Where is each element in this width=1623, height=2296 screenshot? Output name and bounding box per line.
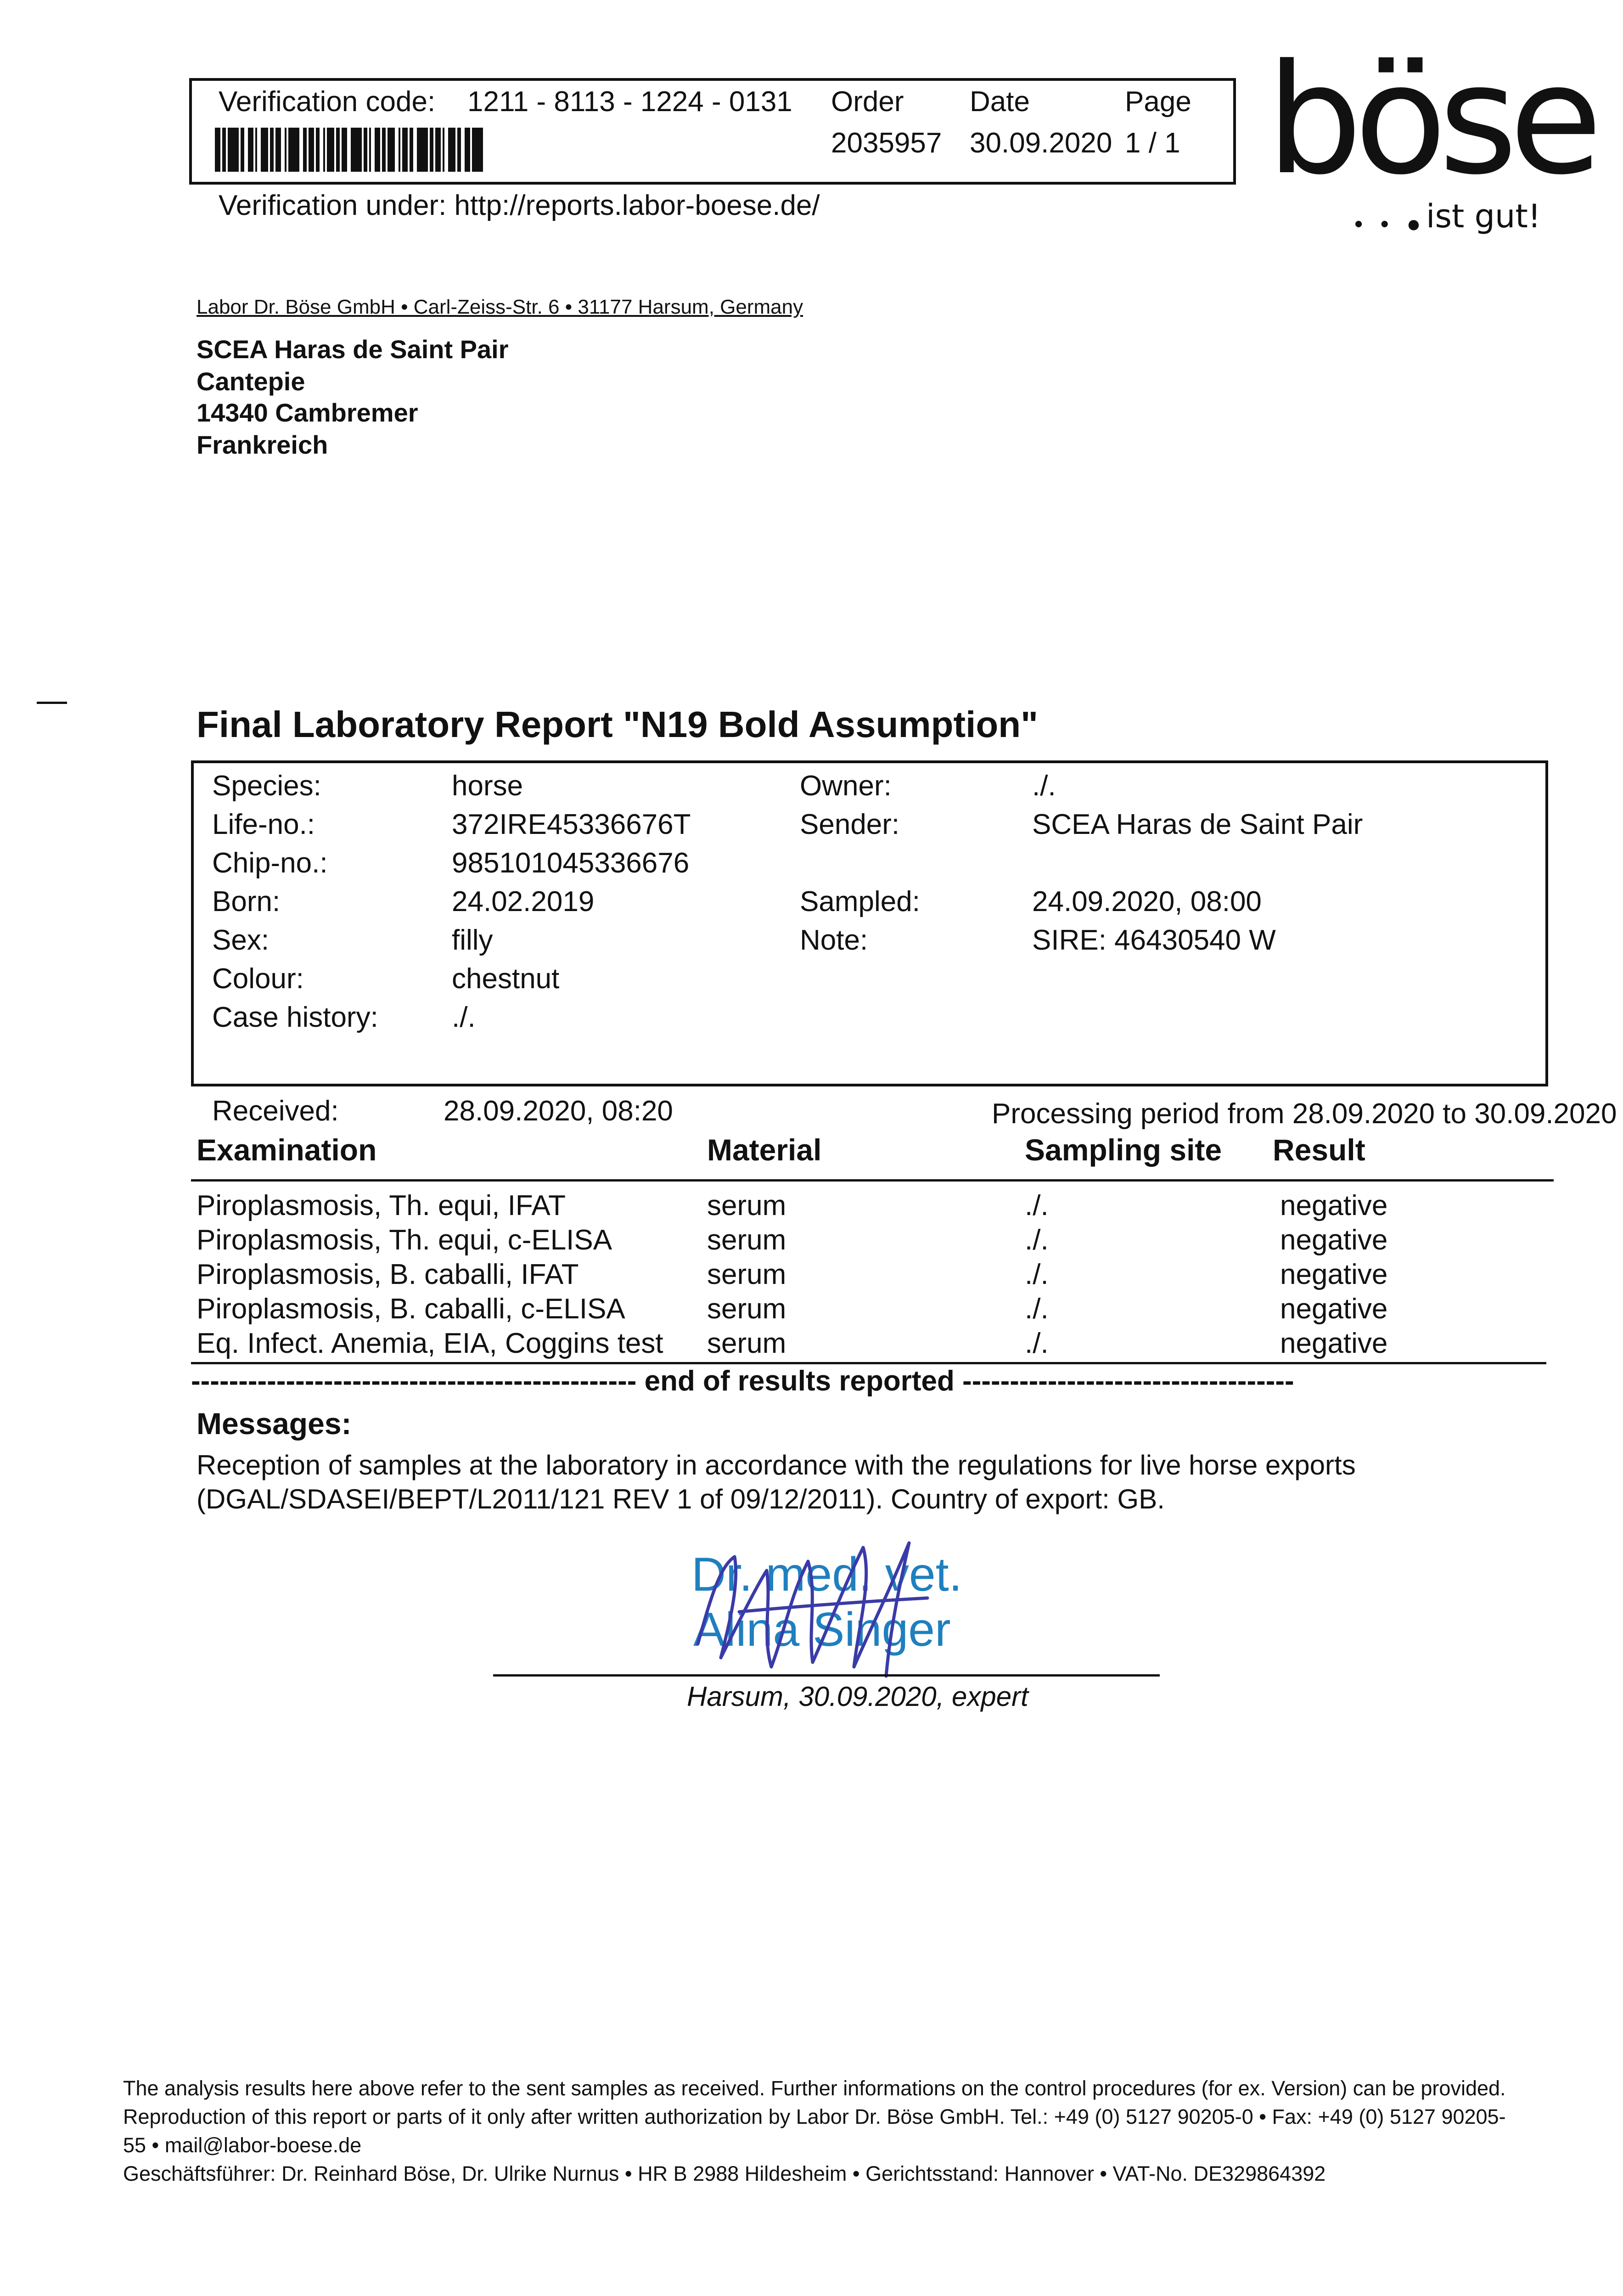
recipient-name: SCEA Haras de Saint Pair (197, 335, 509, 364)
signature-stamp-name: Alina Singer (693, 1603, 951, 1656)
sender-address-line: Labor Dr. Böse GmbH • Carl-Zeiss-Str. 6 • 31177 Harsum, Germany (197, 296, 803, 318)
verification-code: 1211 - 8113 - 1224 - 0131 (467, 86, 792, 118)
owner-label: Owner: (800, 770, 892, 802)
examination-cell: Piroplasmosis, B. caballi, IFAT (197, 1259, 579, 1290)
processing-period: Processing period from 28.09.2020 to 30.09.2020 (992, 1098, 1617, 1130)
sampled-value: 24.09.2020, 08:00 (1032, 886, 1262, 917)
page-number: 1 / 1 (1125, 127, 1180, 159)
col-header-material: Material (707, 1133, 822, 1167)
chip-no-label: Chip-no.: (212, 847, 328, 879)
footer-line: Geschäftsführer: Dr. Reinhard Böse, Dr. Ulrike Nurnus • HR B 2988 Hildesheim • Gerichtsstand: Hannover • VAT-No. DE329864392 (123, 2162, 1326, 2185)
barcode (215, 128, 552, 172)
received-value: 28.09.2020, 08:20 (444, 1095, 673, 1127)
signature-line (493, 1674, 1160, 1677)
result-cell: negative (1280, 1293, 1388, 1325)
received-label: Received: (212, 1095, 339, 1127)
signature-caption: Harsum, 30.09.2020, expert (687, 1681, 1028, 1712)
col-header-examination: Examination (197, 1133, 377, 1167)
note-value: SIRE: 46430540 W (1032, 924, 1276, 956)
result-cell: negative (1280, 1328, 1388, 1359)
result-cell: negative (1280, 1224, 1388, 1256)
examination-cell: Piroplasmosis, Th. equi, c-ELISA (197, 1224, 612, 1256)
life-no-label: Life-no.: (212, 809, 315, 840)
logo-tagline: ist gut! (1426, 197, 1541, 235)
table-header-rule (191, 1179, 1554, 1182)
page-label: Page (1125, 86, 1191, 118)
footer-line: Reproduction of this report or parts of it only after written authorization by Labor Dr. Böse GmbH. Tel.: +49 (0) 5127 90205-0 • Fax: +49 (0) 5127 90205- (123, 2105, 1506, 2128)
recipient-street: Cantepie (197, 367, 305, 396)
end-of-results: ----------------------------------------------- end of results reported ----------------------------------- (191, 1365, 1294, 1397)
colour-label: Colour: (212, 963, 304, 995)
verification-url: Verification under: http://reports.labor-boese.de/ (219, 190, 820, 221)
sex-label: Sex: (212, 924, 270, 956)
recipient-city: 14340 Cambremer (197, 398, 418, 427)
sender-value: SCEA Haras de Saint Pair (1032, 809, 1363, 840)
signature-stamp-title: Dr. med. vet. (691, 1548, 962, 1601)
handwritten-signature (670, 1529, 1001, 1685)
sampling-site-cell: ./. (1025, 1259, 1049, 1290)
material-cell: serum (707, 1259, 786, 1290)
life-no-value: 372IRE45336676T (452, 809, 691, 840)
result-cell: negative (1280, 1259, 1388, 1290)
report-date: 30.09.2020 (970, 127, 1112, 159)
report-title: Final Laboratory Report "N19 Bold Assumption" (197, 704, 1039, 745)
sender-label: Sender: (800, 809, 900, 840)
date-label: Date (970, 86, 1030, 118)
footer-line: 55 • mail@labor-boese.de (123, 2133, 362, 2157)
col-header-sampling-site: Sampling site (1025, 1133, 1222, 1167)
table-bottom-rule (191, 1362, 1546, 1364)
verification-code-label: Verification code: (219, 86, 436, 118)
sampling-site-cell: ./. (1025, 1328, 1049, 1359)
material-cell: serum (707, 1190, 786, 1221)
messages-heading: Messages: (197, 1407, 352, 1441)
sampled-label: Sampled: (800, 886, 920, 917)
bose-logo: böse (1266, 32, 1595, 208)
examination-cell: Eq. Infect. Anemia, EIA, Coggins test (197, 1328, 663, 1359)
order-label: Order (831, 86, 904, 118)
col-header-result: Result (1273, 1133, 1365, 1167)
fold-mark (37, 702, 67, 704)
sampling-site-cell: ./. (1025, 1293, 1049, 1325)
material-cell: serum (707, 1293, 786, 1325)
sampling-site-cell: ./. (1025, 1224, 1049, 1256)
message-line: (DGAL/SDASEI/BEPT/L2011/121 REV 1 of 09/12/2011). Country of export: GB. (197, 1484, 1165, 1514)
born-value: 24.02.2019 (452, 886, 595, 917)
examination-cell: Piroplasmosis, B. caballi, c-ELISA (197, 1293, 625, 1325)
recipient-country: Frankreich (197, 430, 328, 459)
material-cell: serum (707, 1328, 786, 1359)
sex-value: filly (452, 924, 493, 956)
message-line: Reception of samples at the laboratory in accordance with the regulations for live horse exports (197, 1450, 1356, 1480)
footer-line: The analysis results here above refer to the sent samples as received. Further informations on the control procedures (for ex. Version) can be provided. (123, 2077, 1506, 2100)
logo-dots-icon: • • ● (1354, 211, 1426, 237)
sampling-site-cell: ./. (1025, 1190, 1049, 1221)
note-label: Note: (800, 924, 868, 956)
owner-value: ./. (1032, 770, 1056, 802)
examination-cell: Piroplasmosis, Th. equi, IFAT (197, 1190, 566, 1221)
species-label: Species: (212, 770, 321, 802)
result-cell: negative (1280, 1190, 1388, 1221)
case-history-value: ./. (452, 1002, 476, 1033)
species-value: horse (452, 770, 523, 802)
born-label: Born: (212, 886, 281, 917)
order-number: 2035957 (831, 127, 942, 159)
material-cell: serum (707, 1224, 786, 1256)
colour-value: chestnut (452, 963, 560, 995)
chip-no-value: 985101045336676 (452, 847, 690, 879)
case-history-label: Case history: (212, 1002, 378, 1033)
